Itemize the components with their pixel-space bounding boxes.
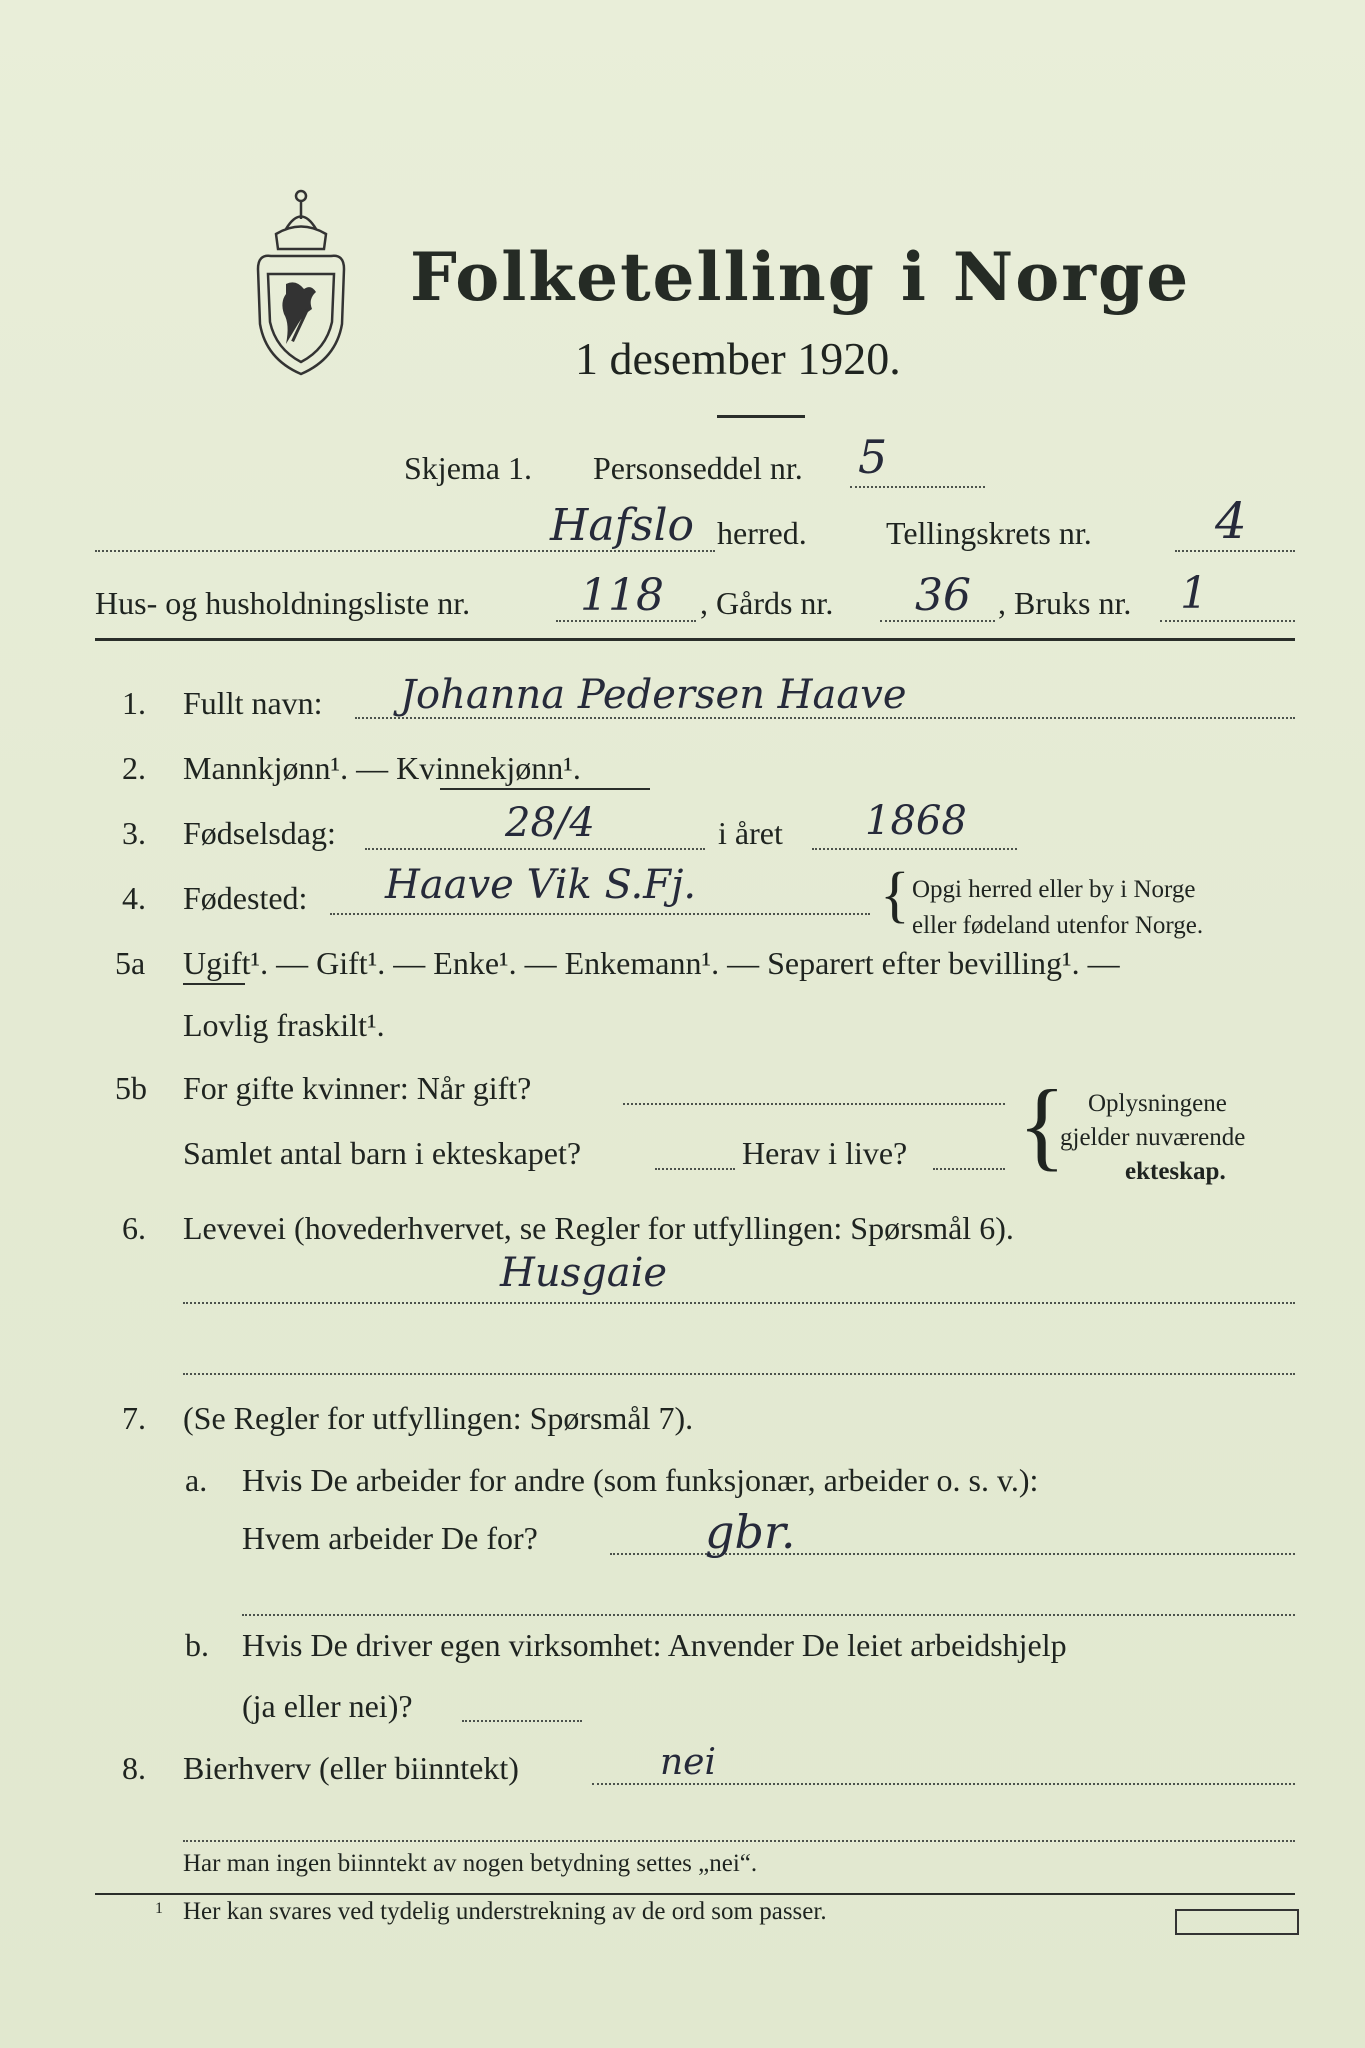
q7b-label-2: (ja eller nei)? xyxy=(242,1688,413,1724)
q6-number: 6. xyxy=(122,1210,146,1246)
q5b-note-line3: ekteskap. xyxy=(1125,1158,1226,1185)
q6-line-1 xyxy=(183,1302,1295,1304)
tellingskrets-value: 4 xyxy=(1215,492,1247,550)
q4-label: Fødested: xyxy=(183,880,308,916)
q7b-line xyxy=(462,1720,582,1722)
q5b-label-3: Herav i live? xyxy=(742,1135,908,1171)
q7a-value: gbr. xyxy=(705,1505,796,1559)
q6-value: Husgaie xyxy=(500,1250,668,1296)
personseddel-label: Personseddel nr. xyxy=(593,450,803,486)
q8-label: Bierhverv (eller biinntekt) xyxy=(183,1750,519,1786)
printer-stamp xyxy=(1175,1909,1299,1935)
q4-brace: { xyxy=(880,861,910,929)
footnote-divider xyxy=(95,1893,1295,1895)
q7-number: 7. xyxy=(122,1400,146,1436)
q5b-note-line2: gjelder nuværende xyxy=(1060,1124,1246,1151)
bruks-value: 1 xyxy=(1180,568,1208,619)
q1-label: Fullt navn: xyxy=(183,685,323,721)
q1-number: 1. xyxy=(122,685,146,721)
q3-label: Fødselsdag: xyxy=(183,815,336,851)
q5b-label-2: Samlet antal barn i ekteskapet? xyxy=(183,1135,582,1171)
q6-line-2 xyxy=(183,1373,1295,1375)
coat-of-arms-icon xyxy=(246,174,356,379)
footnote-marker: 1 xyxy=(155,1900,163,1917)
hus-label: Hus- og husholdningsliste nr. xyxy=(95,585,471,621)
q7b-number: b. xyxy=(185,1627,209,1663)
gards-value: 36 xyxy=(915,570,971,621)
kvinnekjonn-underline xyxy=(440,788,650,790)
form-title: Folketelling i Norge xyxy=(410,238,1191,316)
header-divider xyxy=(95,638,1295,641)
q7a-number: a. xyxy=(185,1462,208,1498)
q5b-married-line xyxy=(623,1103,1005,1105)
q5a-label-2: Lovlig fraskilt¹. xyxy=(183,1007,385,1043)
ugift-underline xyxy=(183,983,245,985)
q3-line xyxy=(365,848,705,850)
q2-number: 2. xyxy=(122,750,146,786)
q4-note-line1: Opgi herred eller by i Norge xyxy=(912,876,1196,903)
herred-label: herred. xyxy=(717,515,807,551)
q5b-brace: { xyxy=(1018,1069,1066,1180)
tellingskrets-line xyxy=(1175,550,1295,552)
personseddel-value: 5 xyxy=(858,430,888,484)
q4-value: Haave Vik S.Fj. xyxy=(385,862,697,908)
q5b-note-line1: Oplysningene xyxy=(1088,1090,1227,1117)
q7-label: (Se Regler for utfyllingen: Spørsmål 7). xyxy=(183,1400,694,1436)
q3-value: 28/4 xyxy=(505,800,595,846)
q4-number: 4. xyxy=(122,880,146,916)
gards-label: , Gårds nr. xyxy=(700,585,834,621)
q4-line xyxy=(330,913,870,915)
q7b-label: Hvis De driver egen virksomhet: Anvender De leiet arbeidshjelp xyxy=(242,1627,1067,1663)
q7a-line-2 xyxy=(242,1614,1295,1616)
skjema-label: Skjema 1. xyxy=(404,450,532,486)
q7a-label: Hvis De arbeider for andre (som funksjonær, arbeider o. s. v.): xyxy=(242,1462,1039,1498)
census-date: 1 desember 1920. xyxy=(575,333,901,384)
hus-value: 118 xyxy=(580,570,664,621)
tellingskrets-label: Tellingskrets nr. xyxy=(886,515,1092,551)
q5b-number: 5b xyxy=(115,1070,147,1106)
q5a-label: Ugift¹. — Gift¹. — Enke¹. — Enkemann¹. — Separert efter bevilling¹. — xyxy=(183,945,1120,981)
title-divider xyxy=(717,415,805,418)
q3-year-line xyxy=(812,848,1017,850)
q7a-label-2: Hvem arbeider De for? xyxy=(242,1520,538,1556)
q5a-number: 5a xyxy=(115,945,146,981)
bruks-line xyxy=(1160,620,1295,622)
q4-note-line2: eller fødeland utenfor Norge. xyxy=(912,912,1204,939)
herred-value: Hafslo xyxy=(550,500,695,551)
q5b-alive-line xyxy=(933,1168,1005,1170)
q5b-label: For gifte kvinner: Når gift? xyxy=(183,1070,532,1106)
q3-year-value: 1868 xyxy=(865,798,967,844)
q5b-children-line xyxy=(655,1168,735,1170)
q1-value: Johanna Pedersen Haave xyxy=(400,672,907,718)
q8-value: nei xyxy=(660,1742,717,1783)
q2-label: Mannkjønn¹. — Kvinnekjønn¹. xyxy=(183,750,581,786)
q8-number: 8. xyxy=(122,1750,146,1786)
q8-line-1 xyxy=(592,1783,1295,1785)
q3-number: 3. xyxy=(122,815,146,851)
bruks-label: , Bruks nr. xyxy=(998,585,1132,621)
footnote-text: Her kan svares ved tydelig understrekning av de ord som passer. xyxy=(183,1898,827,1925)
q6-label: Levevei (hovederhvervet, se Regler for utfyllingen: Spørsmål 6). xyxy=(183,1210,1014,1246)
q8-note: Har man ingen biinntekt av nogen betydning settes „nei“. xyxy=(183,1850,758,1877)
personseddel-line xyxy=(850,486,985,488)
q3-year-label: i året xyxy=(718,815,783,851)
q8-line-2 xyxy=(183,1840,1295,1842)
